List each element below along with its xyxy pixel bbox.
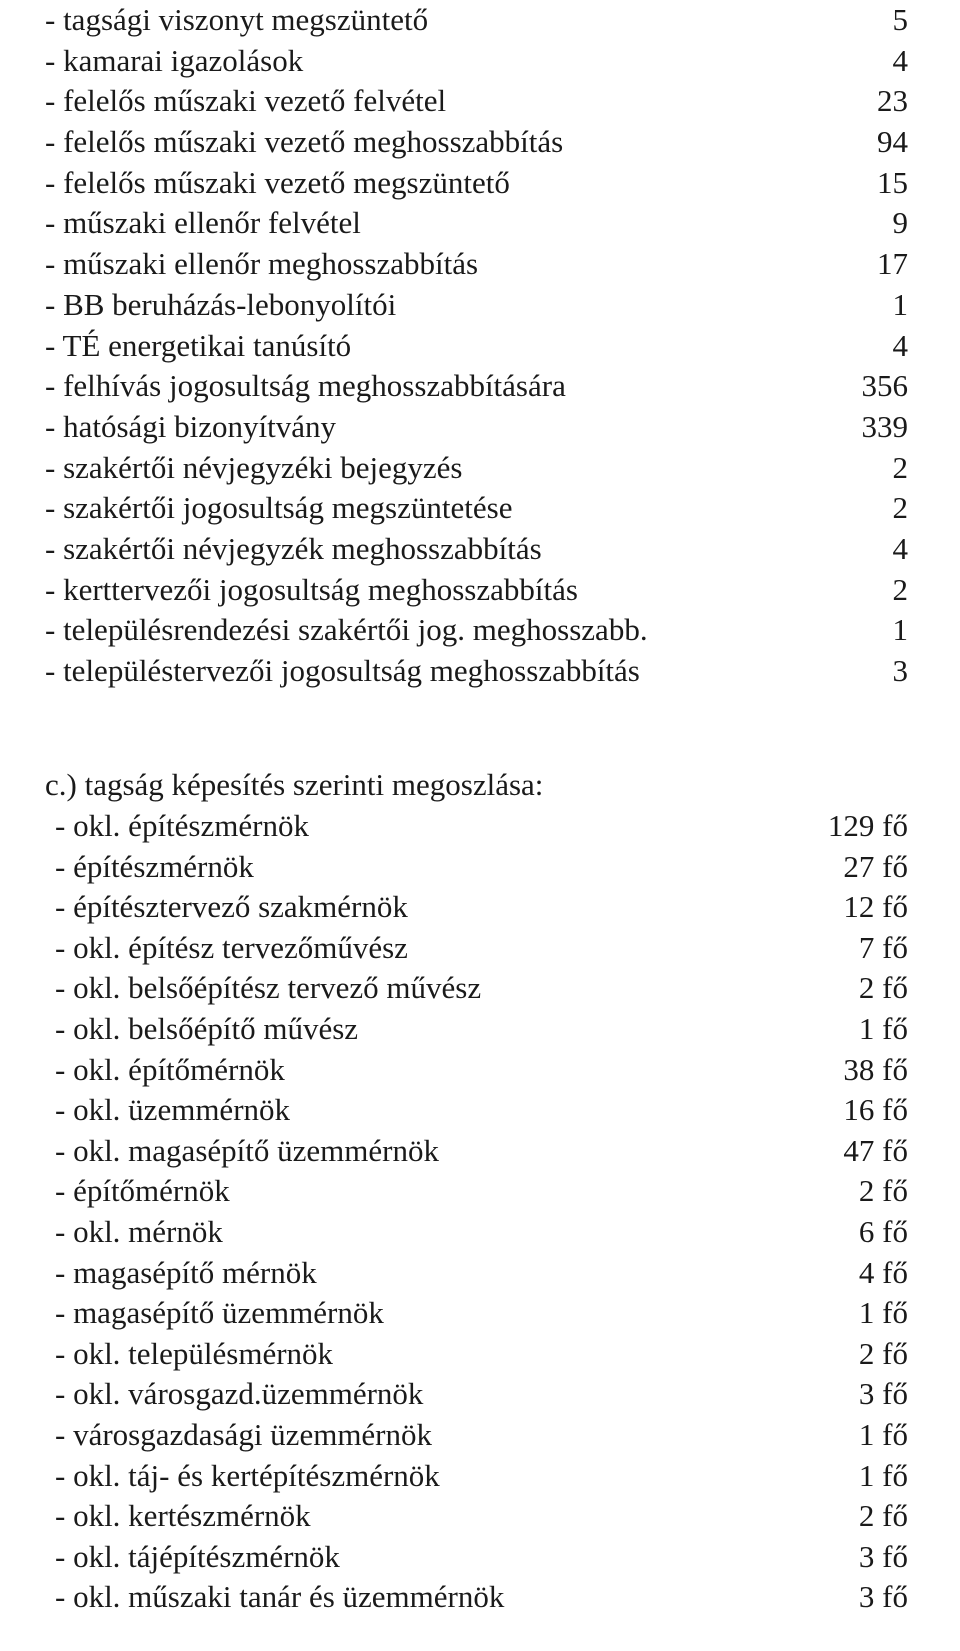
list-item bbox=[0, 244, 960, 285]
list-item bbox=[0, 1009, 960, 1050]
list-item bbox=[0, 1334, 960, 1375]
item-value: 2 fő bbox=[858, 1173, 908, 1209]
item-label: - műszaki ellenőr felvétel bbox=[45, 205, 361, 241]
item-label: - szakértői névjegyzéki bejegyzés bbox=[45, 449, 463, 485]
list-item bbox=[0, 529, 960, 570]
section-b-list bbox=[0, 0, 960, 692]
item-label: - településrendezési szakértői jog. meghosszabb. bbox=[45, 612, 648, 648]
item-value: 23 bbox=[877, 83, 908, 119]
list-item bbox=[0, 203, 960, 244]
item-value: 4 bbox=[892, 530, 908, 566]
list-item bbox=[0, 122, 960, 163]
item-value: 1 fő bbox=[858, 1457, 908, 1493]
item-value: 1 bbox=[892, 612, 908, 648]
list-item bbox=[0, 1131, 960, 1172]
item-label: - okl. mérnök bbox=[55, 1213, 223, 1249]
item-label: - okl. belsőépítész tervező művész bbox=[55, 970, 482, 1006]
item-value: 16 fő bbox=[843, 1092, 908, 1128]
item-label: - településtervezői jogosultság meghosszabbítás bbox=[45, 653, 640, 688]
list-item bbox=[0, 366, 960, 407]
list-item bbox=[0, 326, 960, 367]
list-item bbox=[0, 847, 960, 888]
item-value: 6 fő bbox=[858, 1213, 908, 1249]
list-item bbox=[0, 570, 960, 611]
item-value: 94 bbox=[877, 124, 908, 160]
item-value: 3 fő bbox=[858, 1376, 908, 1412]
list-item bbox=[0, 610, 960, 651]
item-label: - okl. műszaki tanár és üzemmérnök bbox=[55, 1579, 505, 1615]
item-value: 3 fő bbox=[858, 1538, 908, 1574]
item-label: - magasépítő üzemmérnök bbox=[55, 1295, 384, 1331]
list-item bbox=[0, 488, 960, 529]
item-value: 4 bbox=[892, 327, 908, 363]
item-label: - szakértői névjegyzék meghosszabbítás bbox=[45, 530, 542, 566]
item-label: - városgazdasági üzemmérnök bbox=[55, 1416, 433, 1452]
list-item bbox=[0, 0, 960, 41]
list-item bbox=[0, 41, 960, 82]
item-label: - okl. építőmérnök bbox=[55, 1051, 285, 1087]
item-label: - hatósági bizonyítvány bbox=[45, 408, 336, 444]
item-value: 7 fő bbox=[858, 929, 908, 965]
item-label: - okl. tájépítészmérnök bbox=[55, 1538, 340, 1574]
item-label: - műszaki ellenőr meghosszabbítás bbox=[45, 246, 479, 282]
item-value: 2 bbox=[892, 571, 908, 607]
list-item bbox=[0, 806, 960, 847]
item-label: - felhívás jogosultság meghosszabbítására bbox=[45, 368, 566, 404]
item-value: 129 fő bbox=[827, 808, 908, 843]
item-value: 1 fő bbox=[858, 1295, 908, 1331]
item-value: 1 fő bbox=[858, 1416, 908, 1452]
item-value: 356 bbox=[861, 368, 908, 404]
item-value: 1 fő bbox=[858, 1010, 908, 1046]
item-value: 17 bbox=[877, 246, 908, 282]
item-label: - okl. üzemmérnök bbox=[55, 1092, 291, 1128]
item-value: 15 bbox=[877, 164, 908, 200]
item-label: - építészmérnök bbox=[55, 848, 254, 884]
item-label: - szakértői jogosultság megszüntetése bbox=[45, 490, 513, 526]
item-value: 12 fő bbox=[843, 889, 908, 925]
item-value: 339 bbox=[861, 408, 908, 444]
item-value: 38 fő bbox=[843, 1051, 908, 1087]
item-value: 2 fő bbox=[858, 970, 908, 1006]
list-item bbox=[0, 1496, 960, 1537]
list-item bbox=[0, 887, 960, 928]
list-item bbox=[0, 81, 960, 122]
list-item bbox=[0, 1253, 960, 1294]
section-c-heading: c.) tagság képesítés szerinti megoszlása: bbox=[45, 767, 544, 802]
list-item bbox=[0, 448, 960, 489]
list-item bbox=[0, 1050, 960, 1091]
list-item bbox=[0, 1537, 960, 1578]
item-value: 1 bbox=[892, 286, 908, 322]
item-value: 2 fő bbox=[858, 1498, 908, 1534]
item-label: - okl. építészmérnök bbox=[55, 808, 309, 843]
list-item bbox=[0, 651, 960, 692]
item-label: - magasépítő mérnök bbox=[55, 1254, 317, 1290]
list-item bbox=[0, 1456, 960, 1497]
item-value: 2 bbox=[892, 490, 908, 526]
item-value: 27 fő bbox=[843, 848, 908, 884]
item-value: 2 bbox=[892, 449, 908, 485]
item-value: 3 fő bbox=[858, 1579, 908, 1615]
item-label: - tagsági viszonyt megszüntető bbox=[45, 2, 429, 37]
item-label: - felelős műszaki vezető meghosszabbítás bbox=[45, 124, 564, 160]
item-value: 5 bbox=[892, 2, 908, 37]
item-value: 4 fő bbox=[858, 1254, 908, 1290]
item-value: 9 bbox=[892, 205, 908, 241]
list-item bbox=[0, 1090, 960, 1131]
list-item bbox=[0, 1293, 960, 1334]
item-label: - okl. magasépítő üzemmérnök bbox=[55, 1132, 439, 1168]
item-label: - kerttervezői jogosultság meghosszabbítás bbox=[45, 571, 578, 607]
item-label: - felelős műszaki vezető megszüntető bbox=[45, 164, 510, 200]
item-label: - okl. táj- és kertépítészmérnök bbox=[55, 1457, 440, 1493]
list-item bbox=[0, 928, 960, 969]
item-label: - építőmérnök bbox=[55, 1173, 230, 1209]
item-value: 2 fő bbox=[858, 1335, 908, 1371]
list-item bbox=[0, 163, 960, 204]
list-item bbox=[0, 407, 960, 448]
item-label: - okl. városgazd.üzemmérnök bbox=[55, 1376, 424, 1412]
item-label: - építésztervező szakmérnök bbox=[55, 889, 408, 925]
list-item bbox=[0, 285, 960, 326]
list-item bbox=[0, 1374, 960, 1415]
list-item bbox=[0, 1171, 960, 1212]
item-label: - BB beruházás-lebonyolítói bbox=[45, 286, 397, 322]
item-value: 4 bbox=[892, 42, 908, 78]
list-item bbox=[0, 1212, 960, 1253]
list-item bbox=[0, 968, 960, 1009]
item-label: - felelős műszaki vezető felvétel bbox=[45, 83, 447, 119]
section-c-list bbox=[0, 806, 960, 1618]
list-item bbox=[0, 1415, 960, 1456]
item-value: 3 bbox=[892, 653, 908, 688]
item-label: - okl. kertészmérnök bbox=[55, 1498, 311, 1534]
item-value: 47 fő bbox=[843, 1132, 908, 1168]
item-label: - okl. településmérnök bbox=[55, 1335, 334, 1371]
item-label: - okl. belsőépítő művész bbox=[55, 1010, 359, 1046]
item-label: - okl. építész tervezőművész bbox=[55, 929, 408, 965]
item-label: - kamarai igazolások bbox=[45, 42, 304, 78]
item-label: - TÉ energetikai tanúsító bbox=[45, 327, 352, 363]
list-item bbox=[0, 1577, 960, 1618]
